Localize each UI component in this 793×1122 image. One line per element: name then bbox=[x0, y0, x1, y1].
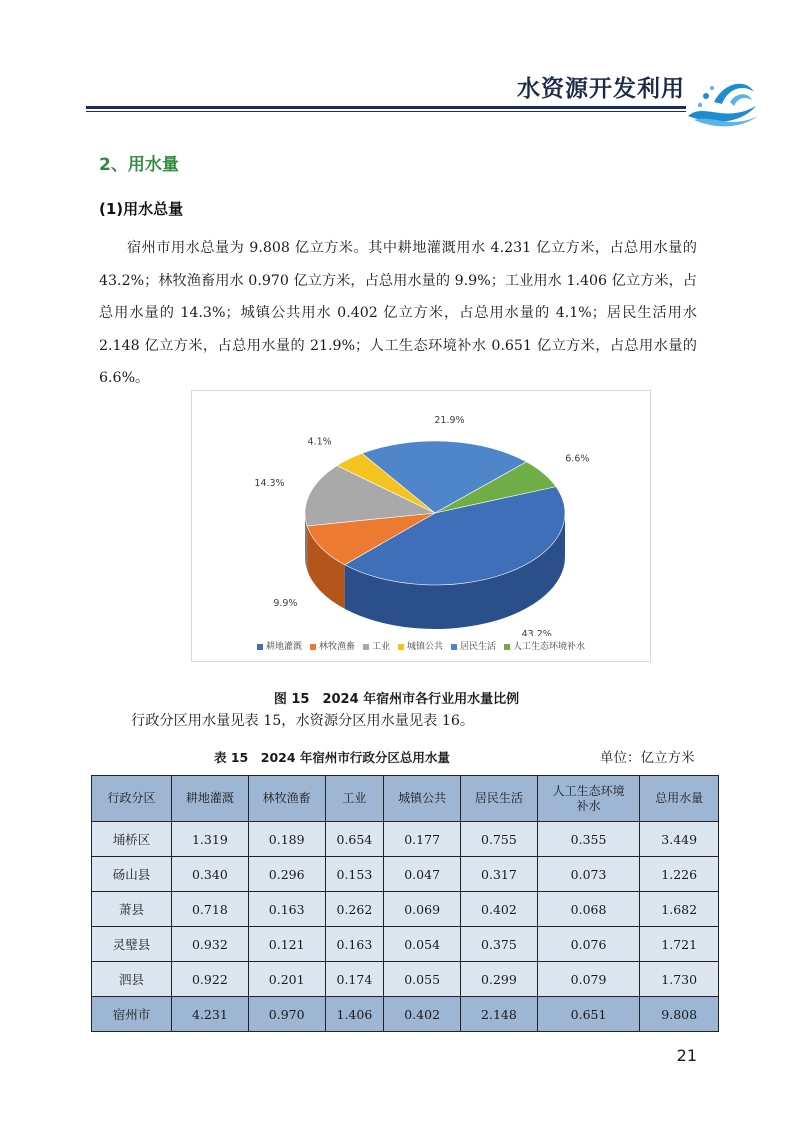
value-cell: 9.808 bbox=[640, 997, 719, 1032]
legend-swatch bbox=[310, 644, 316, 650]
pie-label-3: 4.1% bbox=[307, 436, 332, 448]
region-cell: 宿州市 bbox=[92, 997, 172, 1032]
header-cell: 居民生活 bbox=[461, 776, 538, 822]
chapter-title: 水资源开发利用 bbox=[517, 76, 685, 102]
value-cell: 0.718 bbox=[172, 892, 249, 927]
legend-swatch bbox=[451, 644, 457, 650]
chart-legend bbox=[192, 639, 650, 652]
value-cell: 0.079 bbox=[537, 962, 640, 997]
pie-label-1: 9.9% bbox=[273, 597, 298, 609]
header-cell: 林牧渔畜 bbox=[248, 776, 325, 822]
table-caption: 表 15 2024 年宿州市行政分区总用水量 bbox=[214, 750, 450, 765]
value-cell: 0.922 bbox=[172, 962, 249, 997]
pie-chart bbox=[191, 390, 651, 662]
body-paragraph: 宿州市用水总量为 9.808 亿立方米。其中耕地灌溉用水 4.231 亿立方米，占总用水量的 43.2%；林牧渔畜用水 0.970 亿立方米，占总用水量的 9.9%；工业用水 1.406 亿立方米，占总用水量的 14.3%；城镇公共用水 0.402 亿立方米，占总用水量的 4.1%；居民生活用水 2.148 亿立方米，占总用水量的 21.9%；人工生态环境补水 0.651 亿立方米，占总用水量的 6.6%。 bbox=[99, 240, 697, 386]
value-cell: 0.055 bbox=[384, 962, 461, 997]
table-unit: 单位：亿立方米 bbox=[600, 750, 695, 766]
region-cell: 灵璧县 bbox=[92, 927, 172, 962]
water-wave-logo bbox=[684, 72, 760, 128]
pie-chart-canvas bbox=[192, 391, 650, 636]
table-row bbox=[92, 927, 719, 962]
value-cell: 0.054 bbox=[384, 927, 461, 962]
table-row bbox=[92, 822, 719, 857]
value-cell: 1.319 bbox=[172, 822, 249, 857]
value-cell: 0.651 bbox=[537, 997, 640, 1032]
table-header-row bbox=[92, 776, 719, 822]
region-cell: 砀山县 bbox=[92, 857, 172, 892]
section-heading: 2、用水量 bbox=[99, 155, 179, 175]
legend-item-2 bbox=[363, 639, 390, 652]
value-cell: 0.654 bbox=[325, 822, 384, 857]
region-cell: 泗县 bbox=[92, 962, 172, 997]
value-cell: 0.317 bbox=[461, 857, 538, 892]
value-cell: 0.189 bbox=[248, 822, 325, 857]
page-number: 21 bbox=[676, 1046, 697, 1065]
value-cell: 0.047 bbox=[384, 857, 461, 892]
legend-label: 工业 bbox=[371, 642, 390, 652]
value-cell: 0.153 bbox=[325, 857, 384, 892]
legend-item-3 bbox=[398, 639, 443, 652]
header-cell: 耕地灌溉 bbox=[172, 776, 249, 822]
header-cell: 工业 bbox=[325, 776, 384, 822]
value-cell: 0.296 bbox=[248, 857, 325, 892]
header-rule bbox=[86, 106, 686, 109]
sub-heading: (1)用水总量 bbox=[99, 200, 184, 218]
value-cell: 1.721 bbox=[640, 927, 719, 962]
pie-label-0: 43.2% bbox=[521, 628, 552, 636]
value-cell: 1.226 bbox=[640, 857, 719, 892]
figure-caption: 图 15 2024 年宿州市各行业用水量比例 bbox=[273, 692, 520, 707]
legend-item-5 bbox=[504, 639, 585, 652]
pie-label-5: 6.6% bbox=[565, 453, 590, 465]
value-cell: 0.402 bbox=[384, 997, 461, 1032]
value-cell: 0.355 bbox=[537, 822, 640, 857]
body-paragraph-2: 行政分区用水量见表 15，水资源分区用水量见表 16。 bbox=[131, 713, 475, 729]
value-cell: 1.406 bbox=[325, 997, 384, 1032]
value-cell: 0.163 bbox=[248, 892, 325, 927]
value-cell: 0.970 bbox=[248, 997, 325, 1032]
legend-item-4 bbox=[451, 639, 496, 652]
legend-label: 林牧渔畜 bbox=[318, 642, 355, 652]
legend-label: 居民生活 bbox=[460, 642, 497, 652]
table-row bbox=[92, 857, 719, 892]
value-cell: 0.262 bbox=[325, 892, 384, 927]
value-cell: 0.174 bbox=[325, 962, 384, 997]
value-cell: 0.402 bbox=[461, 892, 538, 927]
value-cell: 3.449 bbox=[640, 822, 719, 857]
pie-label-2: 14.3% bbox=[254, 478, 285, 490]
table-row bbox=[92, 962, 719, 997]
legend-label: 城镇公共 bbox=[407, 642, 444, 652]
legend-swatch bbox=[398, 644, 404, 650]
header-cell: 行政分区 bbox=[92, 776, 172, 822]
value-cell: 0.201 bbox=[248, 962, 325, 997]
value-cell: 0.121 bbox=[248, 927, 325, 962]
legend-item-0 bbox=[257, 639, 302, 652]
water-use-table bbox=[91, 775, 719, 1032]
header-cell: 总用水量 bbox=[640, 776, 719, 822]
header-cell: 人工生态环境补水 bbox=[537, 776, 640, 822]
value-cell: 2.148 bbox=[461, 997, 538, 1032]
value-cell: 0.076 bbox=[537, 927, 640, 962]
region-cell: 埇桥区 bbox=[92, 822, 172, 857]
value-cell: 1.730 bbox=[640, 962, 719, 997]
value-cell: 0.073 bbox=[537, 857, 640, 892]
legend-swatch bbox=[504, 644, 510, 650]
region-cell: 萧县 bbox=[92, 892, 172, 927]
legend-swatch bbox=[363, 644, 369, 650]
header-rule-thin bbox=[86, 111, 686, 112]
value-cell: 0.163 bbox=[325, 927, 384, 962]
value-cell: 1.682 bbox=[640, 892, 719, 927]
header-cell: 城镇公共 bbox=[384, 776, 461, 822]
value-cell: 0.755 bbox=[461, 822, 538, 857]
legend-swatch bbox=[257, 644, 263, 650]
pie-label-4: 21.9% bbox=[434, 414, 465, 426]
legend-label: 人工生态环境补水 bbox=[513, 642, 586, 652]
value-cell: 0.932 bbox=[172, 927, 249, 962]
value-cell: 0.340 bbox=[172, 857, 249, 892]
value-cell: 0.177 bbox=[384, 822, 461, 857]
value-cell: 0.069 bbox=[384, 892, 461, 927]
value-cell: 4.231 bbox=[172, 997, 249, 1032]
legend-item-1 bbox=[310, 639, 355, 652]
table-total-row bbox=[92, 997, 719, 1032]
value-cell: 0.375 bbox=[461, 927, 538, 962]
value-cell: 0.299 bbox=[461, 962, 538, 997]
value-cell: 0.068 bbox=[537, 892, 640, 927]
legend-label: 耕地灌溉 bbox=[265, 642, 302, 652]
table-row bbox=[92, 892, 719, 927]
